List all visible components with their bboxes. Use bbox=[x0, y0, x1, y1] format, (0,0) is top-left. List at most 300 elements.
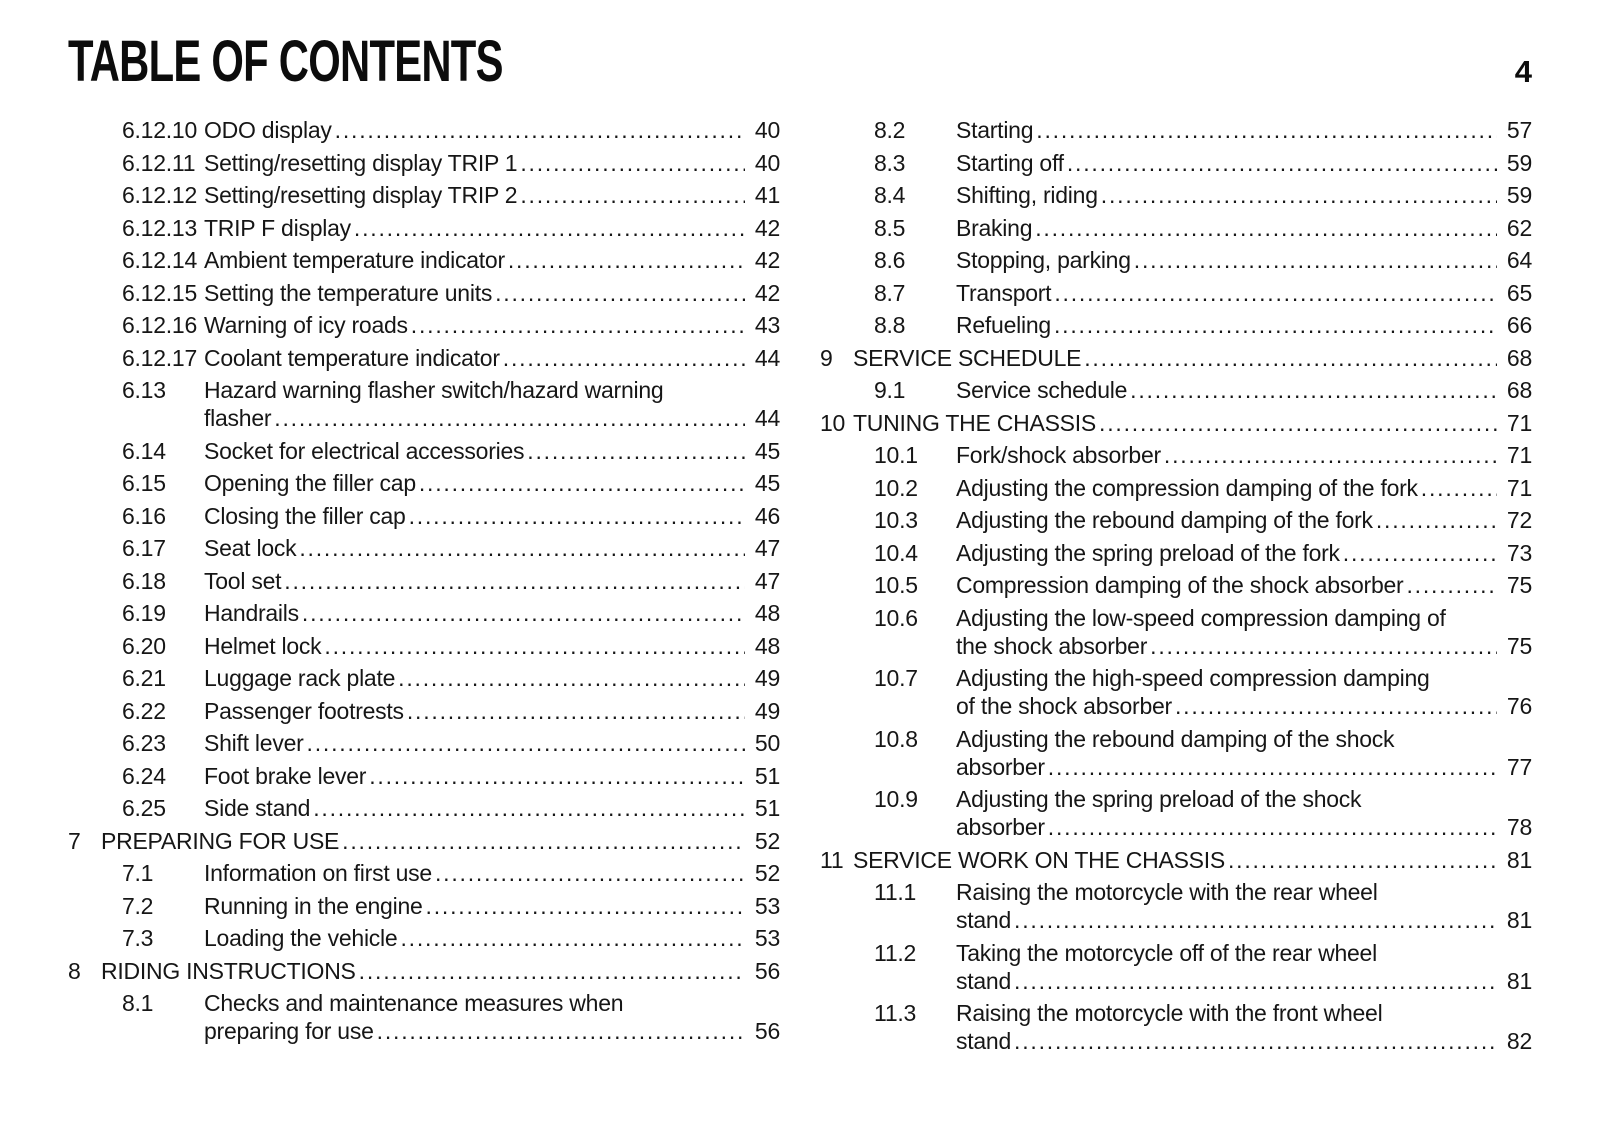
toc-entry-last-line bbox=[204, 762, 780, 790]
toc-entry-number: 6.22 bbox=[122, 697, 166, 724]
toc-entry bbox=[820, 116, 1532, 144]
dot-leader bbox=[527, 437, 745, 465]
toc-entry-last-line bbox=[204, 534, 780, 562]
toc-entry-number: 6.12.13 bbox=[122, 214, 197, 241]
toc-entry-number: 6.21 bbox=[122, 665, 166, 691]
toc-entry-title-line: preparing for use bbox=[204, 1018, 374, 1044]
dot-leader bbox=[1421, 474, 1497, 502]
toc-entry-body bbox=[204, 502, 780, 530]
toc-entry bbox=[68, 729, 780, 757]
toc-entry-number: 6.12.14 bbox=[122, 247, 197, 273]
toc-entry-page: 40 bbox=[754, 117, 780, 143]
dot-leader bbox=[435, 859, 745, 887]
dot-leader bbox=[1067, 149, 1497, 177]
toc-entry bbox=[68, 311, 780, 339]
toc-entry bbox=[820, 939, 1532, 995]
page-title: TABLE OF CONTENTS bbox=[68, 29, 503, 94]
toc-entry bbox=[68, 376, 780, 432]
toc-entry-number: 8.8 bbox=[874, 312, 906, 338]
toc-entry-last-line bbox=[956, 311, 1532, 339]
toc-entry-page: 71 bbox=[1506, 409, 1532, 436]
toc-entry-title-line: Starting bbox=[956, 117, 1034, 143]
toc-entry-number: 11.2 bbox=[874, 939, 917, 966]
toc-entry-body bbox=[956, 664, 1532, 720]
toc-entry-body bbox=[853, 344, 1532, 372]
toc-entry-body bbox=[956, 149, 1532, 177]
toc-entry-last-line bbox=[956, 813, 1532, 841]
dot-leader bbox=[284, 567, 745, 595]
toc-entry bbox=[820, 664, 1532, 720]
toc-entry-body bbox=[204, 599, 780, 627]
toc-entry-number: 9.1 bbox=[874, 377, 906, 403]
toc-entry-page: 59 bbox=[1506, 149, 1532, 176]
dot-leader bbox=[426, 892, 745, 920]
dot-leader bbox=[1048, 813, 1497, 841]
toc-entry-title-line: Tool set bbox=[204, 567, 282, 594]
dot-leader bbox=[1376, 506, 1497, 534]
toc-entry-title-line: Helmet lock bbox=[204, 632, 322, 659]
toc-entry-number: 6.12.12 bbox=[122, 182, 197, 208]
toc-entry-last-line bbox=[204, 664, 780, 692]
toc-entry-title-line: Shifting, riding bbox=[956, 182, 1098, 208]
toc-entry-page: 42 bbox=[754, 279, 780, 306]
toc-entry bbox=[820, 214, 1532, 242]
toc-entry-page: 81 bbox=[1506, 907, 1532, 933]
toc-entry-last-line bbox=[204, 279, 780, 307]
toc-entry-last-line bbox=[956, 967, 1532, 995]
toc-entry bbox=[820, 441, 1532, 469]
toc-entry-number: 6.12.15 bbox=[122, 279, 197, 306]
toc-entry-page: 75 bbox=[1506, 572, 1532, 598]
toc-entry-page: 45 bbox=[754, 437, 780, 464]
toc-entry-title-line: Handrails bbox=[204, 600, 299, 626]
toc-entry bbox=[68, 859, 780, 887]
toc-entry-last-line bbox=[204, 502, 780, 530]
toc-entry-number: 6.12.16 bbox=[122, 312, 197, 338]
dot-leader bbox=[508, 246, 745, 274]
toc-entry bbox=[820, 846, 1532, 874]
toc-entry-last-line bbox=[204, 567, 780, 595]
dot-leader bbox=[359, 957, 745, 985]
toc-entry-number: 10 bbox=[820, 409, 846, 436]
toc-column-right bbox=[820, 116, 1532, 1060]
toc-entry bbox=[820, 725, 1532, 781]
toc-entry-number: 6.13 bbox=[122, 377, 166, 403]
toc-entry-last-line bbox=[853, 409, 1532, 437]
toc-entry-body bbox=[956, 939, 1532, 995]
toc-entry-last-line bbox=[956, 181, 1532, 209]
toc-entry-page: 57 bbox=[1506, 117, 1532, 143]
toc-entry-number: 10.4 bbox=[874, 539, 918, 566]
toc-entry bbox=[68, 246, 780, 274]
dot-leader bbox=[1175, 692, 1497, 720]
toc-entry-body bbox=[204, 729, 780, 757]
toc-entry-title-line: TUNING THE CHASSIS bbox=[853, 409, 1096, 436]
toc-entry-last-line bbox=[101, 827, 780, 855]
toc-entry-number: 8.5 bbox=[874, 214, 906, 241]
toc-entry bbox=[820, 181, 1532, 209]
toc-entry-page: 42 bbox=[754, 214, 780, 241]
toc-entry-body bbox=[956, 506, 1532, 534]
toc-entry-number: 10.2 bbox=[874, 474, 918, 501]
toc-entry-title-line: Warning of icy roads bbox=[204, 312, 408, 338]
dot-leader bbox=[302, 599, 745, 627]
toc-entry-page: 52 bbox=[754, 860, 780, 886]
toc-entry-last-line bbox=[956, 246, 1532, 274]
toc-entry bbox=[68, 827, 780, 855]
toc-entry-page: 45 bbox=[754, 470, 780, 496]
toc-entry-body bbox=[204, 437, 780, 465]
toc-entry-last-line bbox=[853, 344, 1532, 372]
toc-entry-title-line: stand bbox=[956, 907, 1012, 933]
toc-entry-body bbox=[204, 181, 780, 209]
toc-entry-number: 7 bbox=[68, 827, 81, 854]
toc-entry-body bbox=[956, 539, 1532, 567]
toc-entry bbox=[68, 181, 780, 209]
toc-entry-number: 6.12.11 bbox=[122, 149, 196, 176]
dot-leader bbox=[495, 279, 745, 307]
toc-entry bbox=[68, 567, 780, 595]
toc-entry-last-line bbox=[956, 906, 1532, 934]
toc-entry-body bbox=[204, 376, 780, 432]
toc-entry-number: 10.1 bbox=[874, 442, 918, 468]
toc-entry bbox=[68, 149, 780, 177]
toc-entry-title-line: Fork/shock absorber bbox=[956, 442, 1161, 468]
toc-entry-number: 10.7 bbox=[874, 665, 918, 691]
dot-leader bbox=[1014, 1027, 1497, 1055]
dot-leader bbox=[342, 827, 745, 855]
toc-entry-body bbox=[956, 181, 1532, 209]
toc-entry-last-line bbox=[956, 632, 1532, 660]
toc-entry bbox=[68, 279, 780, 307]
toc-entry-number: 8.1 bbox=[122, 990, 154, 1016]
dot-leader bbox=[274, 404, 745, 432]
toc-entry-last-line bbox=[853, 846, 1532, 874]
toc-entry-page: 51 bbox=[754, 795, 780, 821]
toc-entry-body bbox=[956, 999, 1532, 1055]
toc-entry-body bbox=[204, 311, 780, 339]
toc-entry-last-line bbox=[956, 149, 1532, 177]
toc-entry-title-line: Seat lock bbox=[204, 535, 297, 561]
toc-entry-number: 8.2 bbox=[874, 117, 906, 143]
toc-entry-last-line bbox=[204, 214, 780, 242]
toc-entry-number: 10.3 bbox=[874, 507, 918, 533]
toc-entry-body bbox=[956, 214, 1532, 242]
toc-entry-body bbox=[204, 469, 780, 497]
toc-entry-last-line bbox=[204, 116, 780, 144]
toc-entry-last-line bbox=[956, 506, 1532, 534]
toc-entry-page: 43 bbox=[754, 312, 780, 338]
toc-entry-title-line: Passenger footrests bbox=[204, 697, 404, 724]
toc-entry-last-line bbox=[956, 753, 1532, 781]
toc-entry bbox=[68, 892, 780, 920]
toc-entry-title-line: Transport bbox=[956, 279, 1052, 306]
toc-entry bbox=[68, 344, 780, 372]
toc-entry bbox=[820, 878, 1532, 934]
toc-entry bbox=[820, 785, 1532, 841]
toc-entry-body bbox=[956, 279, 1532, 307]
toc-entry bbox=[820, 409, 1532, 437]
toc-entry bbox=[820, 246, 1532, 274]
toc-entry bbox=[68, 924, 780, 952]
toc-entry-body bbox=[956, 441, 1532, 469]
toc-entry-page: 82 bbox=[1506, 1028, 1532, 1054]
toc-entry-page: 47 bbox=[754, 535, 780, 561]
toc-entry-title-line: Ambient temperature indicator bbox=[204, 247, 505, 273]
toc-entry-page: 64 bbox=[1506, 247, 1532, 273]
toc-entry-last-line bbox=[204, 632, 780, 660]
toc-entry-title-line: Refueling bbox=[956, 312, 1051, 338]
toc-entry-page: 59 bbox=[1506, 182, 1532, 208]
toc-entry bbox=[820, 506, 1532, 534]
toc-entry-number: 6.24 bbox=[122, 762, 166, 789]
toc-entry-last-line bbox=[204, 599, 780, 627]
toc-entry-last-line bbox=[204, 697, 780, 725]
toc-entry-last-line bbox=[956, 571, 1532, 599]
toc-entry-body bbox=[956, 571, 1532, 599]
toc-entry-page: 46 bbox=[754, 502, 780, 529]
toc-entry-title-line: SERVICE WORK ON THE CHASSIS bbox=[853, 846, 1225, 873]
toc-entry-number: 7.2 bbox=[122, 892, 154, 919]
toc-entry-title-line: Shift lever bbox=[204, 730, 304, 756]
toc-entry-title-line: Closing the filler cap bbox=[204, 502, 406, 529]
toc-entry-body bbox=[204, 924, 780, 952]
toc-entry-body bbox=[204, 664, 780, 692]
toc-entry-body bbox=[204, 149, 780, 177]
toc-entry-body bbox=[204, 567, 780, 595]
toc-entry-last-line bbox=[956, 214, 1532, 242]
toc-column-left bbox=[68, 116, 780, 1060]
dot-leader bbox=[1036, 116, 1497, 144]
dot-leader bbox=[503, 344, 745, 372]
toc-entry-page: 66 bbox=[1506, 312, 1532, 338]
toc-entry bbox=[68, 989, 780, 1045]
toc-entry bbox=[68, 599, 780, 627]
toc-entry-title-line: Stopping, parking bbox=[956, 247, 1131, 273]
toc-entry-number: 8.3 bbox=[874, 149, 906, 176]
toc-entry-body bbox=[853, 409, 1532, 437]
toc-entry bbox=[68, 502, 780, 530]
toc-entry-page: 44 bbox=[754, 344, 780, 371]
toc-entry-body bbox=[204, 116, 780, 144]
toc-entry-page: 56 bbox=[754, 957, 780, 984]
toc-entry-page: 65 bbox=[1506, 279, 1532, 306]
dot-leader bbox=[419, 469, 745, 497]
toc-entry-page: 48 bbox=[754, 600, 780, 626]
toc-entry-title-line: Braking bbox=[956, 214, 1033, 241]
toc-entry-page: 52 bbox=[754, 827, 780, 854]
toc-entry-last-line bbox=[204, 404, 780, 432]
dot-leader bbox=[409, 502, 745, 530]
toc-entry-title-line: Adjusting the high-speed compression damping bbox=[956, 665, 1430, 691]
toc-entry bbox=[820, 311, 1532, 339]
toc-entry-title-line: Information on first use bbox=[204, 860, 432, 886]
dot-leader bbox=[377, 1017, 745, 1045]
toc-entry-number: 10.6 bbox=[874, 604, 918, 631]
toc-entry-body bbox=[204, 534, 780, 562]
toc-entry-title-line: Raising the motorcycle with the rear wheel bbox=[956, 879, 1378, 905]
toc-entry-title-line: the shock absorber bbox=[956, 632, 1148, 659]
toc-entry-title-line: SERVICE SCHEDULE bbox=[853, 344, 1082, 371]
toc-entry-title-line: Raising the motorcycle with the front wheel bbox=[956, 1000, 1383, 1026]
toc-entry bbox=[68, 214, 780, 242]
toc-entry bbox=[820, 344, 1532, 372]
dot-leader bbox=[1134, 246, 1497, 274]
toc-entry-page: 48 bbox=[754, 632, 780, 659]
toc-entry-body bbox=[956, 604, 1532, 660]
dot-leader bbox=[1054, 279, 1497, 307]
toc-entry-body bbox=[956, 725, 1532, 781]
toc-entry-body bbox=[101, 957, 780, 985]
toc-entry bbox=[68, 957, 780, 985]
toc-entry bbox=[68, 534, 780, 562]
toc-entry-title-line: Starting off bbox=[956, 149, 1064, 176]
toc-entry bbox=[820, 474, 1532, 502]
dot-leader bbox=[324, 632, 745, 660]
toc-entry-page: 47 bbox=[754, 567, 780, 594]
toc-entry bbox=[820, 376, 1532, 404]
toc-entry-body bbox=[956, 785, 1532, 841]
toc-entry-last-line bbox=[204, 729, 780, 757]
toc-entry-title-line: RIDING INSTRUCTIONS bbox=[101, 957, 356, 984]
toc-entry-body bbox=[204, 697, 780, 725]
toc-entry-body bbox=[204, 214, 780, 242]
toc-entry bbox=[820, 149, 1532, 177]
toc-entry-last-line bbox=[956, 376, 1532, 404]
toc-entry-title-line: Adjusting the rebound damping of the shock bbox=[956, 725, 1395, 752]
toc-entry-last-line bbox=[956, 441, 1532, 469]
toc-entry-number: 6.23 bbox=[122, 730, 166, 756]
toc-entry-page: 50 bbox=[754, 730, 780, 756]
toc-entry-page: 68 bbox=[1506, 344, 1532, 371]
toc-entry-number: 11.3 bbox=[874, 1000, 917, 1026]
toc-entry-last-line bbox=[204, 924, 780, 952]
toc-entry-title-line: flasher bbox=[204, 405, 272, 431]
toc-entry-number: 6.15 bbox=[122, 470, 166, 496]
toc-entry bbox=[68, 469, 780, 497]
toc-entry-title-line: Side stand bbox=[204, 795, 311, 821]
toc-entry-number: 10.8 bbox=[874, 725, 918, 752]
toc-entry-number: 8.7 bbox=[874, 279, 906, 306]
dot-leader bbox=[520, 149, 745, 177]
toc-entry-page: 78 bbox=[1506, 814, 1532, 840]
toc-entry-last-line bbox=[956, 692, 1532, 720]
page-number: 4 bbox=[1514, 54, 1532, 89]
toc-entry-number: 6.18 bbox=[122, 567, 166, 594]
toc-entry-title-line: stand bbox=[956, 967, 1012, 994]
toc-entry-body bbox=[204, 762, 780, 790]
toc-entry-number: 6.19 bbox=[122, 600, 166, 626]
toc-entry bbox=[820, 539, 1532, 567]
toc-entry-last-line bbox=[204, 149, 780, 177]
toc-entry-last-line bbox=[204, 794, 780, 822]
toc-entry bbox=[68, 116, 780, 144]
toc-entry-last-line bbox=[101, 957, 780, 985]
toc-entry-body bbox=[204, 989, 780, 1045]
toc-entry-page: 49 bbox=[754, 665, 780, 691]
toc-entry bbox=[820, 279, 1532, 307]
toc-entry-page: 44 bbox=[754, 405, 780, 431]
toc-entry-number: 8.6 bbox=[874, 247, 906, 273]
toc-entry-page: 42 bbox=[754, 247, 780, 273]
toc-entry-number: 6.16 bbox=[122, 502, 166, 529]
toc-entry-last-line bbox=[204, 1017, 780, 1045]
toc-entry-title-line: Running in the engine bbox=[204, 892, 423, 919]
toc-entry bbox=[68, 794, 780, 822]
toc-entry-title-line: Checks and maintenance measures when bbox=[204, 990, 624, 1016]
toc-entry bbox=[820, 571, 1532, 599]
toc-entry-number: 11 bbox=[820, 846, 844, 873]
toc-entry-title-line: stand bbox=[956, 1028, 1012, 1054]
toc-entry-last-line bbox=[204, 892, 780, 920]
toc-entry-body bbox=[204, 859, 780, 887]
dot-leader bbox=[1406, 571, 1497, 599]
dot-leader bbox=[313, 794, 745, 822]
toc-entry bbox=[68, 664, 780, 692]
toc-entry-number: 6.12.10 bbox=[122, 117, 197, 143]
toc-entry-body bbox=[956, 311, 1532, 339]
dot-leader bbox=[1054, 311, 1497, 339]
toc-entry bbox=[68, 762, 780, 790]
dot-leader bbox=[407, 697, 745, 725]
toc-entry-number: 10.5 bbox=[874, 572, 918, 598]
toc-entry-number: 9 bbox=[820, 344, 833, 371]
dot-leader bbox=[1130, 376, 1497, 404]
toc-entry-page: 56 bbox=[754, 1018, 780, 1044]
toc-entry-title-line: PREPARING FOR USE bbox=[101, 827, 340, 854]
dot-leader bbox=[1084, 344, 1497, 372]
toc-entry-title-line: Socket for electrical accessories bbox=[204, 437, 525, 464]
toc-entry-title-line: of the shock absorber bbox=[956, 693, 1172, 719]
toc-entry-title-line: Luggage rack plate bbox=[204, 665, 396, 691]
dot-leader bbox=[1228, 846, 1497, 874]
toc-entry-title-line: absorber bbox=[956, 814, 1045, 840]
toc-entry-last-line bbox=[204, 859, 780, 887]
toc-entry-title-line: Adjusting the spring preload of the shock bbox=[956, 786, 1362, 812]
toc-entry-body bbox=[956, 246, 1532, 274]
toc-entry-number: 11.1 bbox=[874, 879, 917, 905]
toc-entry-number: 6.25 bbox=[122, 795, 166, 821]
toc-entry-body bbox=[101, 827, 780, 855]
toc-entry-title-line: Adjusting the rebound damping of the fork bbox=[956, 507, 1373, 533]
dot-leader bbox=[1101, 181, 1497, 209]
toc-entry-body bbox=[956, 376, 1532, 404]
dot-leader bbox=[398, 664, 745, 692]
toc-entry-number: 10.9 bbox=[874, 786, 918, 812]
dot-leader bbox=[400, 924, 745, 952]
dot-leader bbox=[1150, 632, 1497, 660]
toc-entry-last-line bbox=[956, 116, 1532, 144]
toc-entry-title-line: absorber bbox=[956, 753, 1045, 780]
table-of-contents bbox=[68, 116, 1532, 1060]
toc-entry-title-line: Setting/resetting display TRIP 1 bbox=[204, 149, 518, 176]
toc-entry-page: 49 bbox=[754, 697, 780, 724]
dot-leader bbox=[411, 311, 745, 339]
toc-entry-number: 6.12.17 bbox=[122, 344, 197, 371]
dot-leader bbox=[1014, 967, 1497, 995]
toc-entry-page: 73 bbox=[1506, 539, 1532, 566]
toc-entry-body bbox=[204, 279, 780, 307]
toc-entry-title-line: Setting the temperature units bbox=[204, 279, 493, 306]
dot-leader bbox=[335, 116, 745, 144]
toc-entry-title-line: Setting/resetting display TRIP 2 bbox=[204, 182, 518, 208]
toc-entry-body bbox=[853, 846, 1532, 874]
toc-entry-body bbox=[956, 474, 1532, 502]
toc-entry-page: 75 bbox=[1506, 632, 1532, 659]
toc-entry-body bbox=[204, 246, 780, 274]
dot-leader bbox=[1014, 906, 1497, 934]
toc-entry-body bbox=[956, 116, 1532, 144]
